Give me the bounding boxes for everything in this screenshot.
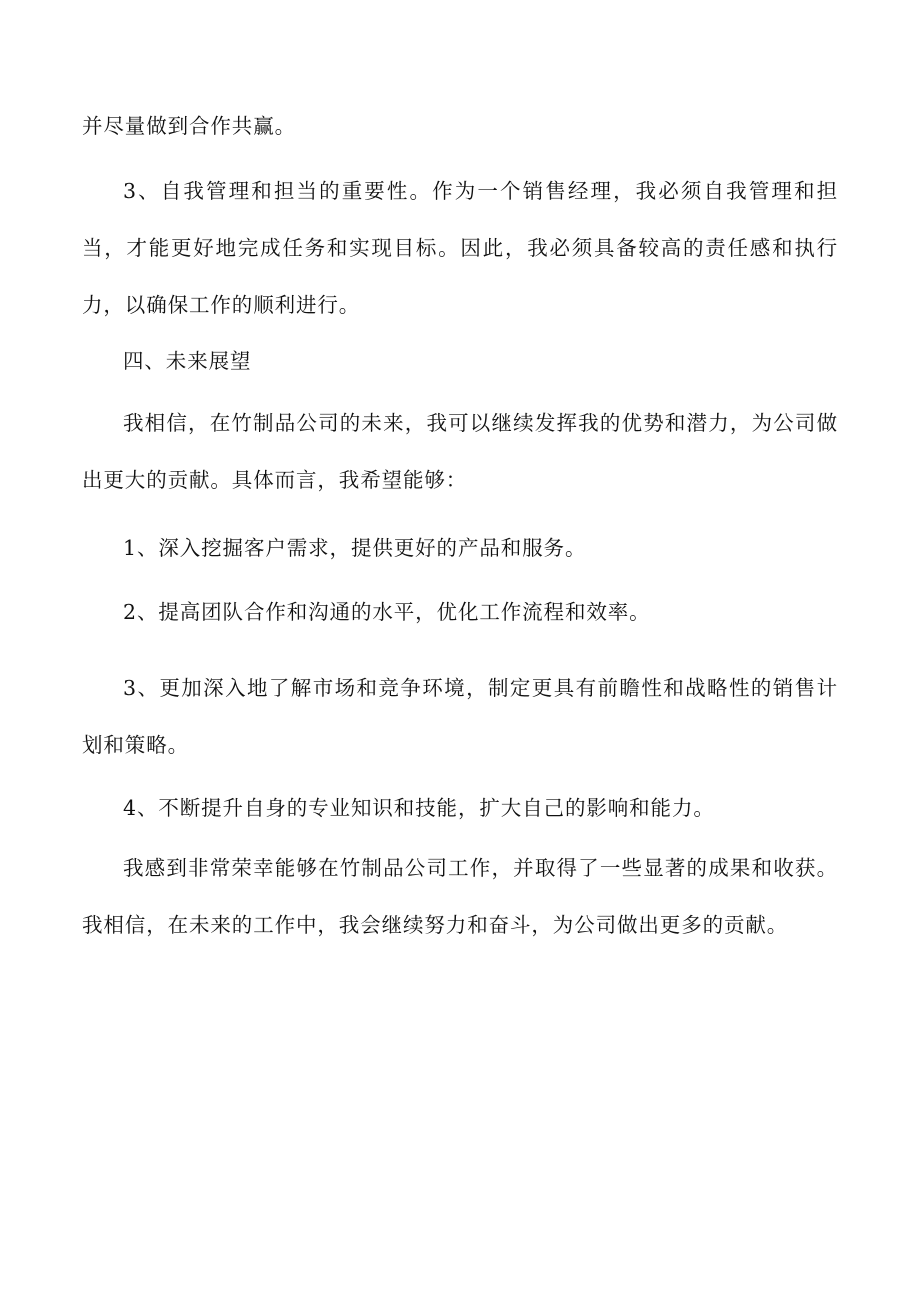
list-item-2: 2、提高团队合作和沟通的水平，优化工作流程和效率。	[123, 600, 651, 624]
list-item-4: 4、不断提升自身的专业知识和技能，扩大自己的影响和能力。	[123, 796, 715, 820]
list-item-1: 1、深入挖掘客户需求，提供更好的产品和服务。	[123, 536, 587, 560]
list-item-3: 3、更加深入地了解市场和竞争环境，制定更具有前瞻性和战略性的销售计划和策略。	[82, 676, 838, 757]
paragraph-belief: 我相信，在竹制品公司的未来，我可以继续发挥我的优势和潜力，为公司做出更大的贡献。具体而言，我希望能够：	[82, 411, 838, 492]
section-heading-future-outlook: 四、未来展望	[123, 349, 252, 373]
paragraph-continuation: 并尽量做到合作共赢。	[82, 114, 296, 138]
paragraph-self-management: 3、自我管理和担当的重要性。作为一个销售经理，我必须自我管理和担当，才能更好地完成任务和实现目标。因此，我必须具备较高的责任感和执行力，以确保工作的顺利进行。	[82, 179, 838, 317]
paragraph-closing: 我感到非常荣幸能够在竹制品公司工作，并取得了一些显著的成果和收获。我相信，在未来的工作中，我会继续努力和奋斗，为公司做出更多的贡献。	[82, 856, 838, 937]
